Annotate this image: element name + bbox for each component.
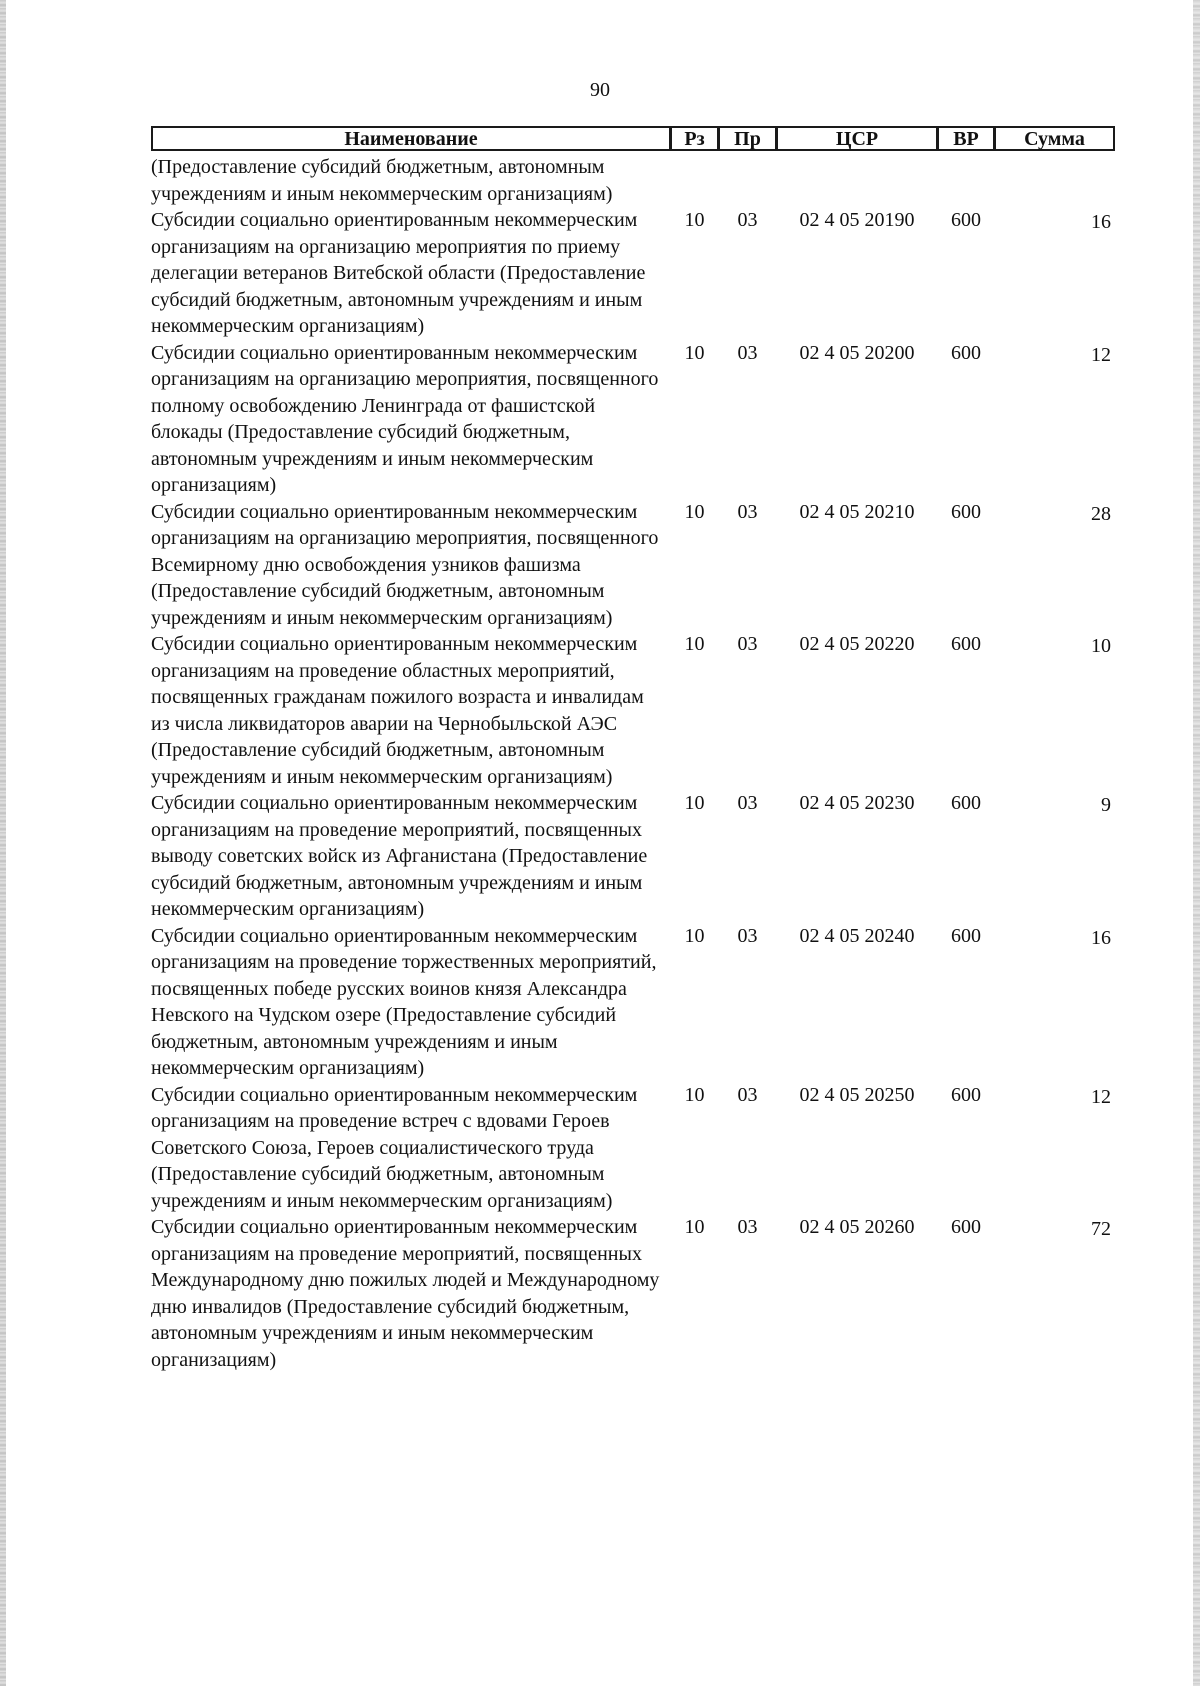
header-rz: Рз	[670, 126, 719, 151]
row-vr: 600	[951, 1216, 981, 1238]
table-row	[151, 499, 1115, 632]
row-name: (Предоставление субсидий бюджетным, автономным учреждениям и иным некоммерческим организациям)	[151, 156, 613, 205]
header-sum: Сумма	[994, 126, 1115, 151]
row-sum: 72	[1091, 1218, 1111, 1240]
row-vr: 600	[951, 500, 981, 523]
row-vr: 600	[951, 633, 981, 655]
row-csr: 02 4 05 20210	[799, 500, 915, 523]
row-pr: 03	[737, 209, 758, 231]
table-row	[151, 154, 1115, 207]
row-name: Субсидии социально ориентированным некоммерческим организациям на организацию мероприятия, посвященного Всемирному дню освобождения узников фашизма (Предоставление субсидий бюджетным, автономным учреждениям и иным некоммерческим организациям)	[151, 500, 659, 629]
row-name: Субсидии социально ориентированным некоммерческим организациям на проведение торжественных мероприятий, посвященных победе русских воинов князя Александра Невского на Чудском озере (Предоставление субсидий бюджетным, автономным учреждениям и иным некоммерческим организациям)	[151, 924, 657, 1079]
row-pr: 03	[737, 633, 758, 655]
header-csr: ЦСР	[776, 126, 938, 151]
row-vr: 600	[951, 1083, 981, 1106]
row-name: Субсидии социально ориентированным некоммерческим организациям на проведение мероприятий, посвященных выводу советских войск из Афганистана (Предоставление субсидий бюджетным, автономным учреждениям и иным некоммерческим организациям)	[151, 792, 648, 920]
row-sum: 28	[1091, 502, 1111, 525]
page-number: 90	[590, 79, 610, 101]
row-name: Субсидии социально ориентированным некоммерческим организациям на проведение областных мероприятий, посвященных гражданам пожилого возраста и инвалидам из числа ликвидаторов аварии на Чернобыльской АЭС (Предоставление субсидий бюджетным, автономным учреждениям и иным некоммерческим организациям)	[151, 633, 644, 788]
row-csr: 02 4 05 20230	[799, 792, 915, 814]
table-row	[151, 207, 1115, 340]
row-sum: 16	[1091, 211, 1111, 233]
row-pr: 03	[737, 500, 758, 523]
row-name: Субсидии социально ориентированным некоммерческим организациям на проведение мероприятий, посвященных Международному дню пожилых людей и Международному дню инвалидов (Предоставление субсидий бюджетным, автономным учреждениям и иным некоммерческим организациям)	[151, 1216, 660, 1371]
table-row	[151, 1214, 1115, 1373]
table-row	[151, 340, 1115, 499]
row-pr: 03	[737, 1216, 758, 1238]
row-sum: 16	[1091, 926, 1111, 949]
row-name: Субсидии социально ориентированным некоммерческим организациям на проведение встреч с вдовами Героев Советского Союза, Героев социалистического труда (Предоставление субсидий бюджетным, автономным учреждениям и иным некоммерческим организациям)	[151, 1083, 638, 1212]
row-pr: 03	[737, 341, 758, 364]
row-sum: 9	[1101, 794, 1111, 816]
row-rz: 10	[684, 341, 705, 364]
budget-table	[151, 126, 1115, 1373]
row-csr: 02 4 05 20250	[799, 1083, 915, 1106]
row-vr: 600	[951, 209, 981, 231]
scan-edge-left	[0, 0, 6, 1686]
row-pr: 03	[737, 924, 758, 947]
table-row	[151, 923, 1115, 1082]
table-row	[151, 631, 1115, 790]
row-pr: 03	[737, 792, 758, 814]
row-csr: 02 4 05 20220	[799, 633, 915, 655]
scan-edge-right	[1193, 0, 1200, 1686]
row-rz: 10	[684, 924, 705, 947]
row-rz: 10	[684, 792, 705, 814]
row-csr: 02 4 05 20240	[799, 924, 915, 947]
header-vr: ВР	[937, 126, 995, 151]
row-name: Субсидии социально ориентированным некоммерческим организациям на организацию мероприятия по приему делегации ветеранов Витебской области (Предоставление субсидий бюджетным, автономным учреждениям и иным некоммерческим организациям)	[151, 209, 646, 337]
row-rz: 10	[684, 500, 705, 523]
row-pr: 03	[737, 1083, 758, 1106]
row-csr: 02 4 05 20190	[799, 209, 915, 231]
row-sum: 10	[1091, 635, 1111, 657]
row-rz: 10	[684, 209, 705, 231]
table-header-row	[151, 126, 1115, 154]
row-vr: 600	[951, 341, 981, 364]
row-vr: 600	[951, 792, 981, 814]
row-csr: 02 4 05 20200	[799, 341, 915, 364]
row-name: Субсидии социально ориентированным некоммерческим организациям на организацию мероприятия, посвященного полному освобождению Ленинграда от фашистской блокады (Предоставление субсидий бюджетным, автономным учреждениям и иным некоммерческим организациям)	[151, 341, 659, 496]
row-csr: 02 4 05 20260	[799, 1216, 915, 1238]
row-sum: 12	[1091, 343, 1111, 366]
table-row	[151, 790, 1115, 923]
row-rz: 10	[684, 1083, 705, 1106]
row-rz: 10	[684, 633, 705, 655]
row-vr: 600	[951, 924, 981, 947]
row-rz: 10	[684, 1216, 705, 1238]
header-pr: Пр	[718, 126, 777, 151]
row-sum: 12	[1091, 1085, 1111, 1108]
header-name: Наименование	[151, 126, 671, 151]
table-row	[151, 1082, 1115, 1215]
